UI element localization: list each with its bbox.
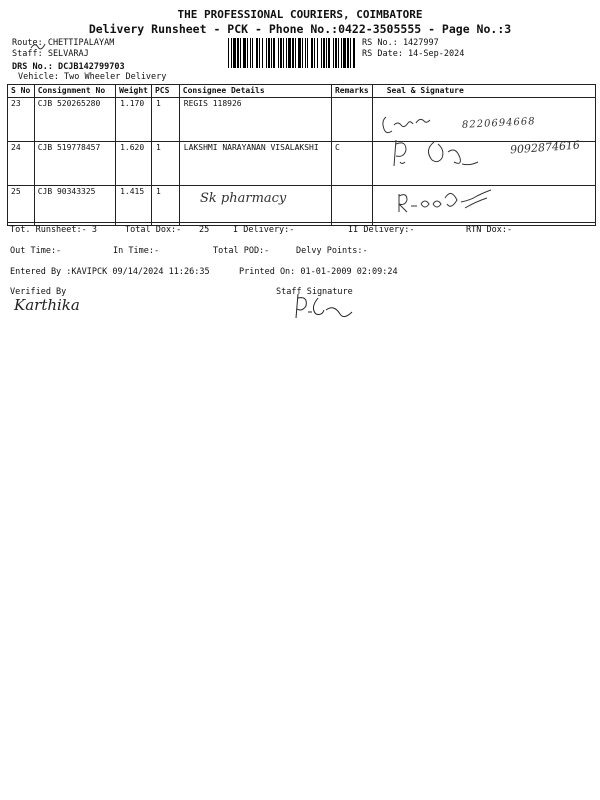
col-pcs: PCS <box>151 85 179 98</box>
verified-by-label: Verified By <box>10 287 67 297</box>
cell-pcs: 1 <box>151 98 179 142</box>
drs-barcode <box>228 38 355 68</box>
cell-weight: 1.415 <box>116 186 152 226</box>
col-remarks: Remarks <box>331 85 372 98</box>
staff-signature-label: Staff Signature <box>276 287 353 297</box>
cell-pcs: 1 <box>151 142 179 186</box>
signature-row23 <box>380 113 455 139</box>
cell-sno: 24 <box>8 142 35 186</box>
route-scribble <box>30 41 48 51</box>
total-dox-label: Total Dox:- <box>125 225 182 235</box>
vehicle-label: Vehicle: Two Wheeler Delivery <box>18 72 167 82</box>
cell-remarks <box>331 186 372 226</box>
runsheet-table <box>7 84 596 226</box>
drs-number: DRS No.: DCJB142799703 <box>12 62 125 72</box>
cell-remarks <box>331 98 372 142</box>
rs-date: RS Date: 14-Sep-2024 <box>362 49 465 59</box>
runsheet-title: Delivery Runsheet - PCK - Phone No.:0422-3505555 - Page No.:3 <box>88 22 512 36</box>
signature-row24 <box>384 138 484 172</box>
totals-rule <box>7 222 595 223</box>
company-name: THE PROFESSIONAL COURIERS, COIMBATORE <box>177 8 423 21</box>
cell-consignee: REGIS 118926 <box>179 98 331 142</box>
cell-sno: 25 <box>8 186 35 226</box>
ii-delivery: II Delivery:- <box>348 225 415 235</box>
consignee-handwritten-row25: Sk pharmacy <box>200 191 287 206</box>
printed-on: Printed On: 01-01-2009 02:09:24 <box>239 267 398 277</box>
cell-weight: 1.170 <box>116 98 152 142</box>
cell-consignment: CJB 519778457 <box>34 142 115 186</box>
cell-consignee: LAKSHMI NARAYANAN VISALAKSHI <box>179 142 331 186</box>
route-label: Route: CHETTIPALAYAM <box>12 38 115 48</box>
col-consignment: Consignment No <box>34 85 115 98</box>
i-delivery: I Delivery:- <box>233 225 295 235</box>
cell-consignment: CJB 520265280 <box>34 98 115 142</box>
cell-weight: 1.620 <box>116 142 152 186</box>
staff-label: Staff: SELVARAJ <box>12 49 89 59</box>
in-time: In Time:- <box>113 246 160 256</box>
total-dox-value: 25 <box>199 225 210 235</box>
phone-row24: 9092874616 <box>509 138 581 157</box>
col-weight: Weight <box>116 85 152 98</box>
cell-pcs: 1 <box>151 186 179 226</box>
table-header-row <box>8 85 596 98</box>
table-row <box>8 142 596 186</box>
col-consignee: Consignee Details <box>179 85 331 98</box>
entered-by: Entered By :KAVIPCK 09/14/2024 11:26:35 <box>10 267 210 277</box>
verified-signature: Karthika <box>14 296 80 314</box>
staff-signature <box>292 292 356 322</box>
signature-row25 <box>395 186 505 216</box>
tot-runsheet: Tot. Runsheet:- 3 <box>10 225 97 235</box>
phone-row23: 8220694668 <box>461 116 536 131</box>
rtn-dox: RTN Dox:- <box>466 225 513 235</box>
cell-sno: 23 <box>8 98 35 142</box>
table-row <box>8 186 596 226</box>
col-seal-signature: Seal & Signature <box>372 85 595 98</box>
cell-consignment: CJB 90343325 <box>34 186 115 226</box>
delvy-points: Delvy Points:- <box>296 246 368 256</box>
out-time: Out Time:- <box>10 246 62 256</box>
col-sno: S No <box>8 85 35 98</box>
total-pod: Total POD:- <box>213 246 270 256</box>
rs-number: RS No.: 1427997 <box>362 38 439 48</box>
cell-remarks: C <box>331 142 372 186</box>
